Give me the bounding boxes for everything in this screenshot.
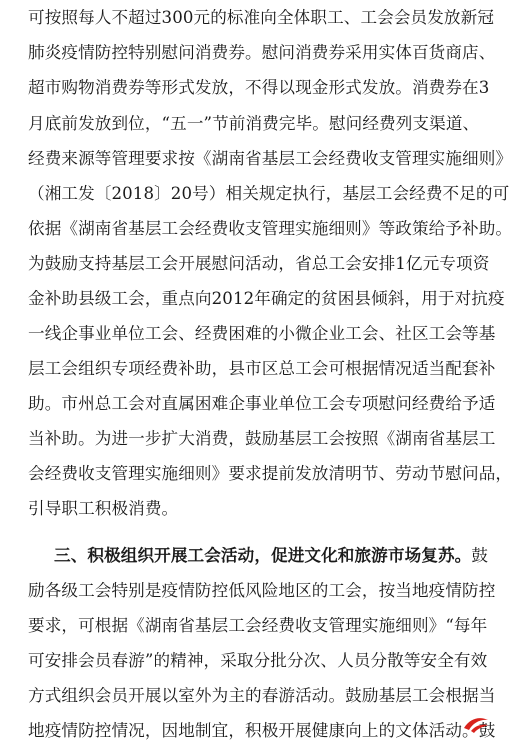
text-line: 可安排会员春游”的精神，采取分批分次、人员分散等安全有效 (28, 651, 488, 670)
text-line: 超市购物消费券等形式发放，不得以现金形式发放。消费券在3 (28, 78, 490, 97)
text-line: 肺炎疫情防控特别慰问消费券。慰问消费券采用实体百货商店、 (28, 43, 496, 62)
watermark (462, 713, 490, 735)
text-line: 引导职工积极消费。 (28, 499, 179, 518)
text-line: 助。市州总工会对直属困难企事业单位工会专项慰问经费给予适 (28, 394, 496, 413)
section-heading: 三、积极组织开展工会活动，促进文化和旅游市场复苏。 (54, 546, 472, 565)
red-swoosh-logo-icon (462, 714, 490, 734)
text-line: （湘工发〔2018〕20号）相关规定执行，基层工会经费不足的可 (28, 184, 510, 203)
text-line: 要求，可根据《湖南省基层工会经费收支管理实施细则》“每年 (28, 616, 488, 635)
text-line: 为鼓励支持基层工会开展慰问活动，省总工会安排1亿元专项资 (28, 254, 490, 273)
section-heading-line (54, 546, 489, 566)
text-line: 当补助。为进一步扩大消费，鼓励基层工会按照《湖南省基层工 (28, 429, 496, 448)
text-line: 一线企事业单位工会、经费困难的小微企业工会、社区工会等基 (28, 324, 496, 343)
text-line: 层工会组织专项经费补助，县市区总工会可根据情况适当配套补 (28, 359, 496, 378)
text-line: 月底前发放到位，“五一”节前消费完毕。慰问经费列支渠道、 (28, 114, 480, 133)
heading-continuation: 鼓 (471, 546, 489, 565)
text-line: 地疫情防控情况，因地制宜，积极开展健康向上的文体活动。鼓 (28, 721, 496, 740)
text-line: 可按照每人不超过300元的标准向全体职工、工会会员发放新冠 (28, 8, 495, 27)
text-line: 会经费收支管理实施细则》要求提前发放清明节、劳动节慰问品， (28, 464, 512, 483)
text-line: 经费来源等管理要求按《湖南省基层工会经费收支管理实施细则》 (28, 149, 512, 168)
text-line: 方式组织会员开展以室外为主的春游活动。鼓励基层工会根据当 (28, 686, 496, 705)
text-line: 金补助县级工会，重点向2012年确定的贫困县倾斜，用于对抗疫 (28, 289, 505, 308)
text-line: 依据《湖南省基层工会经费收支管理实施细则》等政策给予补助。 (28, 219, 512, 238)
text-line: 励各级工会特别是疫情防控低风险地区的工会，按当地疫情防控 (28, 581, 496, 600)
